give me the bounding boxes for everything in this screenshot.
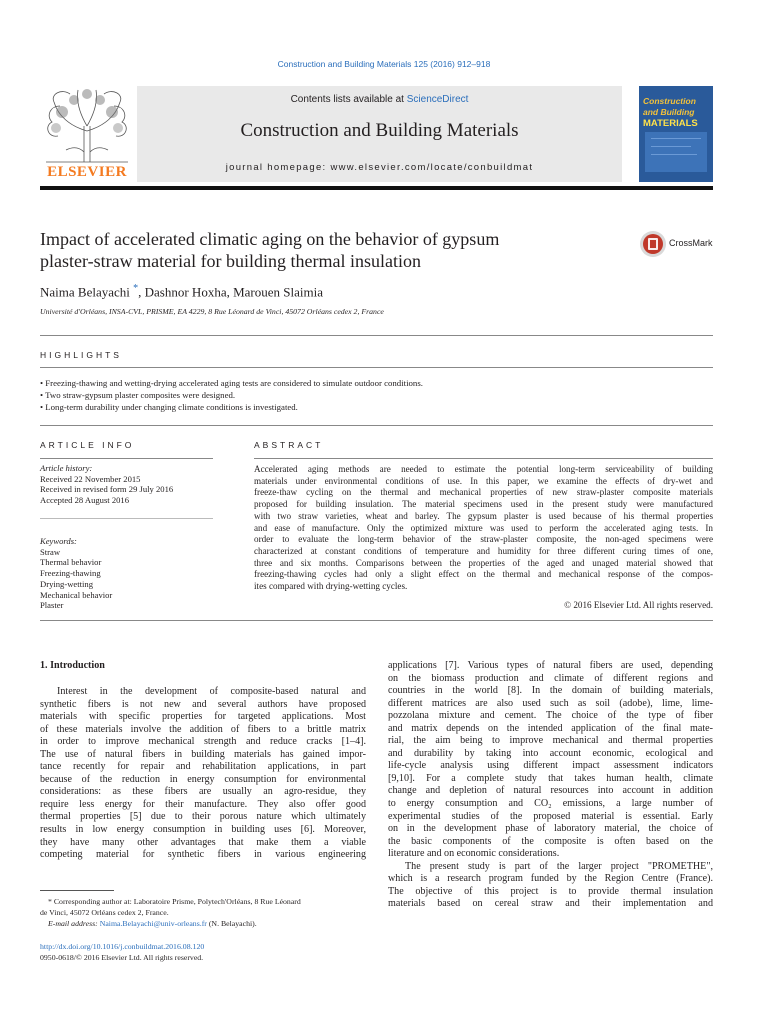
intro-right-column <box>388 660 713 911</box>
abstract-line: characterized at constant conditions of temperature and humidity for three different curing times of one, <box>254 545 713 556</box>
cover-title-line3: MATERIALS <box>643 118 698 129</box>
body-line: life-cycle analysis using different impact assessment indicators <box>388 760 713 772</box>
revised-date: Received in revised form 29 July 2016 <box>40 484 174 495</box>
homepage-link[interactable]: www.elsevier.com/locate/conbuildmat <box>330 162 534 173</box>
elsevier-logo[interactable] <box>40 86 134 182</box>
elsevier-wordmark: ELSEVIER <box>47 164 127 180</box>
cover-title-line1: Construction <box>643 96 696 106</box>
body-line: change and depletion of natural resources into account in addition <box>388 785 713 797</box>
title-line: plaster-straw material for building thermal insulation <box>40 251 422 271</box>
crossmark-icon <box>639 230 667 258</box>
title-line: Impact of accelerated climatic aging on the behavior of gypsum <box>40 229 500 249</box>
highlight-item: • Long-term durability under changing climate conditions is investigated. <box>40 402 298 412</box>
body-line: and matrix depends on the intended application of the final mate- <box>388 722 713 734</box>
keyword: Plaster <box>40 600 64 611</box>
body-line: considerations: as these fibers are usually an agro-residue, they <box>40 786 366 798</box>
abstract-heading: ABSTRACT <box>254 440 324 450</box>
body-line: on in the development phase of laboratory material, the choice of <box>388 823 713 835</box>
body-line: materials with specific properties for targeted applications. Most <box>40 711 366 723</box>
keyword: Drying-wetting <box>40 578 93 589</box>
divider <box>40 367 713 368</box>
body-line: The present study is part of the larger project "PROMETHE", <box>405 860 713 872</box>
body-line: synthetic fibers is not new and several authors have proposed <box>40 698 366 710</box>
body-line: The objective of this project is to provide thermal insulation <box>388 885 713 897</box>
issn-line: 0950-0618/© 2016 Elsevier Ltd. All rights reserved. <box>40 953 204 962</box>
cover-decoration <box>651 146 691 147</box>
author-names-rest: , Dashnor Hoxha, Marouen Slaimia <box>138 284 323 300</box>
intro-left-column <box>40 686 366 862</box>
article-title <box>40 228 600 272</box>
corresponding-author-mark[interactable]: * <box>133 283 139 294</box>
cover-decoration <box>651 154 697 155</box>
keyword: Mechanical behavior <box>40 589 113 600</box>
abstract-line: materials under environmental conditions of use. In this paper, we examine the effects of dry-wet and <box>254 475 713 486</box>
abstract-line: with two straw varieties, wheat and barley. The gypsum plaster is used because of his thermal properties <box>254 510 713 521</box>
email-label: E-mail address: <box>48 919 100 928</box>
doi-block <box>40 941 204 963</box>
crossmark-badge[interactable] <box>639 230 713 263</box>
accepted-date: Accepted 28 August 2016 <box>40 495 130 506</box>
cover-title <box>643 96 711 129</box>
body-line: require less energy for their manufacture. They also offer good <box>40 798 366 810</box>
body-line: The use of natural fibers in building materials has gained impor- <box>40 748 366 760</box>
divider <box>40 458 213 459</box>
article-history <box>40 463 173 506</box>
highlight-item: • Freezing-thawing and wetting-drying accelerated aging tests are considered to simulate outdoor conditions. <box>40 378 423 388</box>
article-info-heading: ARTICLE INFO <box>40 440 135 450</box>
journal-masthead <box>137 86 622 182</box>
footnote-rule <box>40 890 114 891</box>
body-line: countries in the world [8]. In the domain of building materials, <box>388 685 713 697</box>
tree-icon <box>40 86 134 164</box>
abstract-line: and ease of manufacture. Only the optimized mixture was used to perform the accelerated aging tests. In <box>254 522 713 533</box>
keywords <box>40 536 112 611</box>
journal-cover-image[interactable] <box>639 86 713 182</box>
body-line: they have many other advantages that make them a viable <box>40 836 366 848</box>
body-line: competing material for synthetic fibers in various engineering <box>40 849 366 861</box>
abstract-line: freezing-thawing cycles had only a slight effect on the thermal and mechanical response of the compos- <box>254 569 713 580</box>
abstract-line: proposed for building insulation. The material specimens used in the present study were manufactured <box>254 499 713 510</box>
divider <box>40 335 713 336</box>
journal-name: Construction and Building Materials <box>240 120 519 141</box>
body-line: thermal properties [5] due to their porous nature which ultimately <box>40 811 366 823</box>
doi-link[interactable]: http://dx.doi.org/10.1016/j.conbuildmat.2016.08.120 <box>40 942 205 951</box>
body-line: applications [7]. Various types of natural fibers are used, depending <box>388 660 713 671</box>
highlight-item: • Two straw-gypsum plaster composites were designed. <box>40 390 236 400</box>
body-line: of these materials involve the addition of fibers to a brittle matrix <box>40 723 366 735</box>
sciencedirect-link[interactable]: ScienceDirect <box>406 94 469 105</box>
author-name[interactable]: Naima Belayachi <box>40 284 130 300</box>
footnote-line: * Corresponding author at: Laboratoire Prisme, Polytech'Orléans, 8 Rue Léonard <box>48 897 301 906</box>
journal-homepage <box>137 162 622 173</box>
abstract-copyright: © 2016 Elsevier Ltd. All rights reserved. <box>564 600 713 610</box>
cover-decoration <box>651 138 701 139</box>
body-line: the basic components of the composite is often based on the <box>388 835 713 847</box>
body-line: different matrices are also used such as soil (adobe), lime, lime- <box>388 697 713 709</box>
body-line: results in low energy consumption in building uses [6]. Moreover, <box>40 824 366 836</box>
body-line: to energy consumption and CO₂ emissions, a large number of <box>388 798 713 810</box>
abstract-text <box>254 464 713 593</box>
contents-prefix: Contents lists available at <box>290 94 407 105</box>
body-line: on the biomass production and climate of different regions and <box>388 672 713 684</box>
body-line: literature and on economic considerations. <box>388 848 560 860</box>
body-line: which is a research program funded by the Region Centre (France). <box>388 873 713 885</box>
abstract-line: ites compared with drying-wetting cycles. <box>254 581 408 592</box>
corresponding-author-footnote <box>40 896 366 929</box>
keywords-label: Keywords: <box>40 536 77 546</box>
divider <box>254 458 713 459</box>
abstract-line: freeze-thaw cycling on the thermal and mechanical properties of new straw-plaster composite materials <box>254 487 713 498</box>
body-line: tance recently for repair and rehabilitation applications, in part <box>40 761 366 773</box>
cover-title-line2: and Building <box>643 107 695 117</box>
divider <box>40 425 713 426</box>
body-line: in order to improve mechanical strength and reduce cracks [1–4]. <box>40 736 366 748</box>
masthead-rule <box>40 186 713 190</box>
abstract-line: order to evaluate the long-term behavior of the straw-plaster composite, the non-aged specimens were <box>254 534 713 545</box>
body-line: rial, the aim being to improve mechanical and thermal properties <box>388 735 713 747</box>
footnote-line: de Vinci, 45072 Orléans cedex 2, France. <box>40 908 169 917</box>
body-line: and durability by taking into account economic, ecological and <box>388 747 713 759</box>
body-line: experimental studies of the proposed material is essential. Early <box>388 810 713 822</box>
journal-citation[interactable]: Construction and Building Materials 125 (2016) 912–918 <box>277 59 491 69</box>
affiliation: Université d'Orléans, INSA-CVL, PRISME, EA 4229, 8 Rue Léonard de Vinci, 45072 Orléans cedex 2, France <box>40 307 384 316</box>
highlight-text: Freezing-thawing and wetting-drying accelerated aging tests are considered to simulate outdoor conditions. <box>45 378 423 388</box>
divider <box>40 620 713 621</box>
highlight-text: Long-term durability under changing climate conditions is investigated. <box>45 402 298 412</box>
abstract-line: three and six months. Comparisons between the properties of the aged and unaged material showed that <box>254 557 713 568</box>
body-line: because of the reduction in energy consumption for environmental <box>40 773 366 785</box>
history-label: Article history: <box>40 463 93 473</box>
highlights-heading: HIGHLIGHTS <box>40 350 122 360</box>
highlights-list <box>40 377 423 413</box>
keyword: Thermal behavior <box>40 557 102 568</box>
crossmark-label: CrossMark <box>669 238 713 248</box>
contents-line <box>137 94 622 105</box>
keyword: Straw <box>40 546 61 557</box>
keyword: Freezing-thawing <box>40 568 101 579</box>
abstract-line: Accelerated aging methods are needed to estimate the potential long-term serviceability of building <box>254 464 713 474</box>
email-suffix: (N. Belayachi). <box>206 919 257 928</box>
email-line <box>40 918 366 929</box>
author-list <box>40 283 323 300</box>
body-line: [9,10]. For a complete study that takes human health, climate <box>388 772 713 784</box>
email-link[interactable]: Naima.Belayachi@univ-orleans.fr <box>99 919 207 928</box>
body-line: Interest in the development of composite-based natural and <box>57 686 366 697</box>
body-line: materials based on cereal straw and their implementation and <box>388 898 713 910</box>
divider <box>40 518 213 519</box>
section-heading: 1. Introduction <box>40 660 105 671</box>
received-date: Received 22 November 2015 <box>40 473 141 484</box>
highlight-text: Two straw-gypsum plaster composites were designed. <box>45 390 236 400</box>
homepage-prefix: journal homepage: <box>225 162 331 173</box>
body-line: pozzolana mixture and cement. The choice of the type of fiber <box>388 710 713 722</box>
